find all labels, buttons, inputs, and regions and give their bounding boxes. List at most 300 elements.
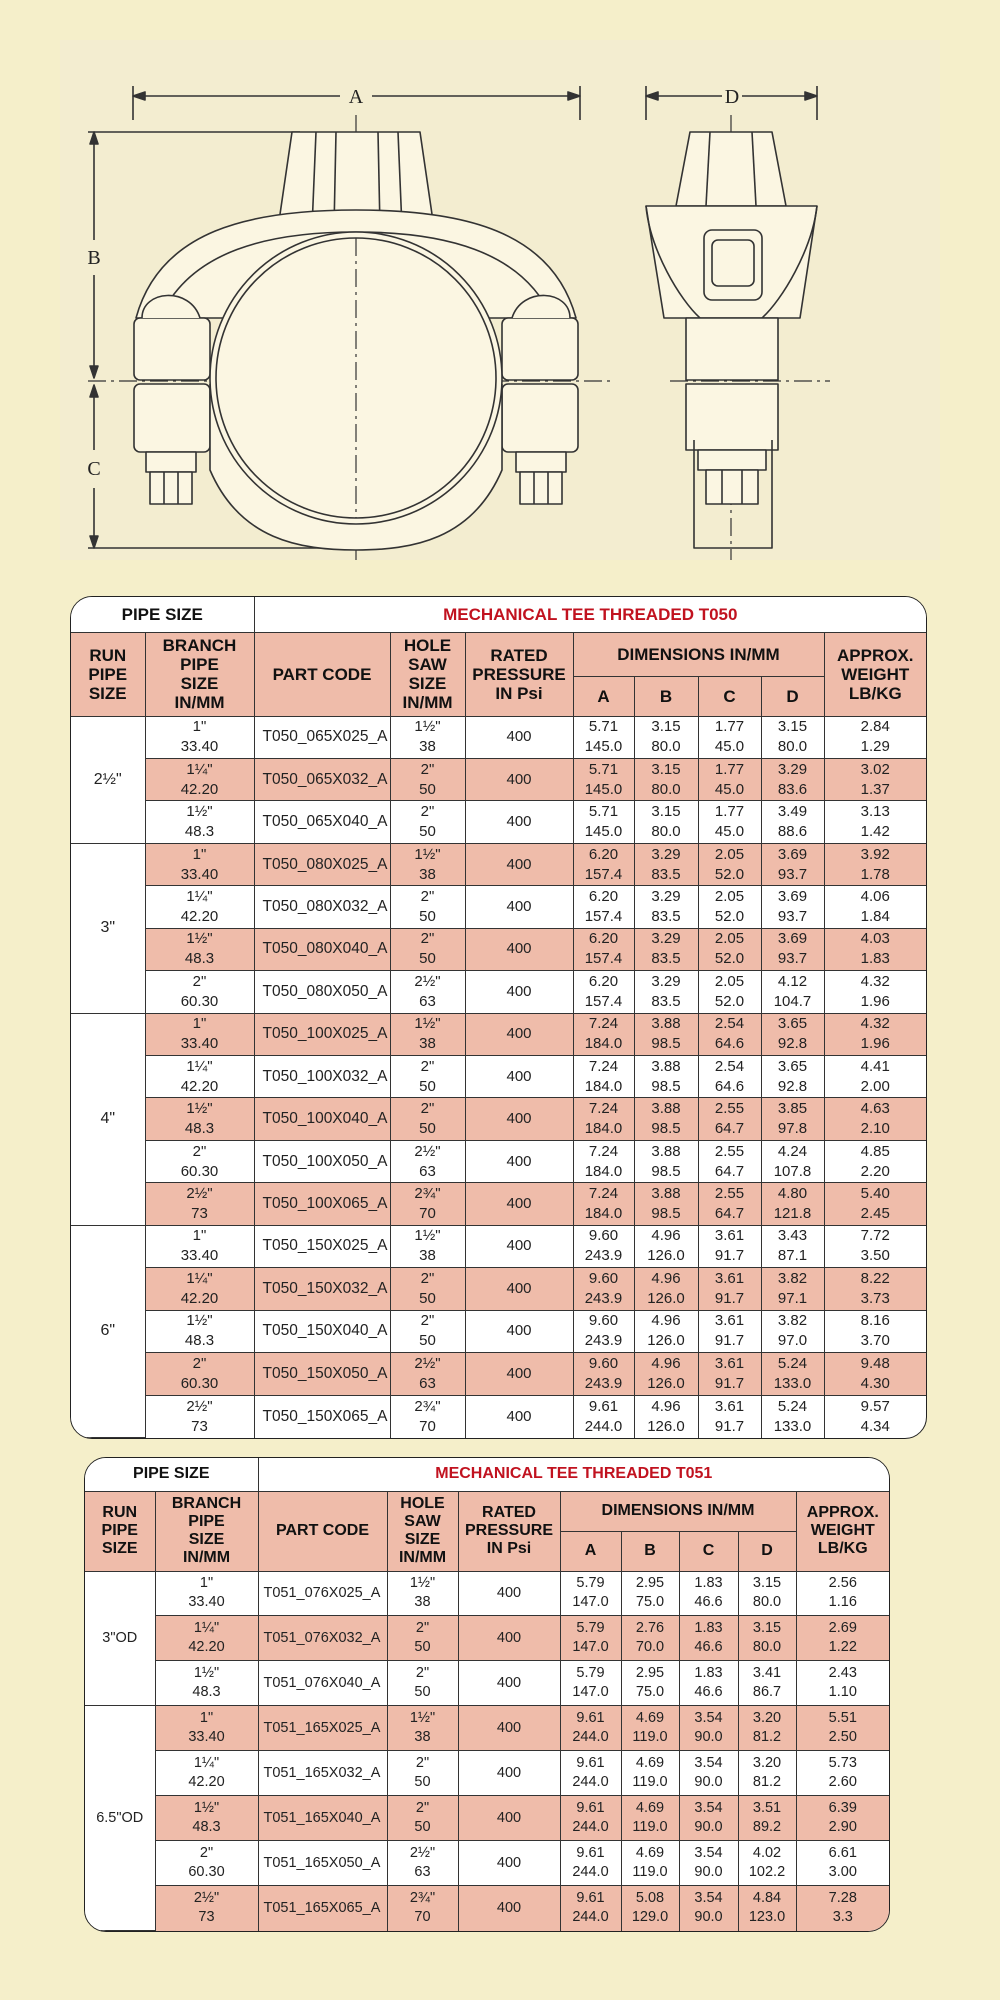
value-mm: 97.8	[777, 1120, 808, 1138]
value-mm: 1.78	[860, 865, 890, 883]
value-mm: 64.7	[714, 1205, 745, 1223]
value-inch: 2"	[420, 1312, 435, 1330]
table	[71, 597, 926, 1438]
value-mm: 92.8	[777, 1077, 808, 1095]
dim-b-cell	[634, 1056, 698, 1098]
value-inch: 4.32	[860, 1015, 890, 1033]
run-pipe-size-header: RUN PIPE SIZE	[85, 1491, 155, 1571]
part-code-header: PART CODE	[254, 632, 390, 716]
dim-a-cell	[573, 1098, 634, 1140]
spec-table-t050	[70, 596, 927, 1439]
value-inch: 1.77	[714, 760, 745, 778]
branch-size-cell	[145, 716, 254, 758]
branch-size-cell	[155, 1886, 258, 1931]
dim-c-cell	[679, 1661, 738, 1706]
dim-b-cell	[634, 1183, 698, 1225]
rated-pressure-cell: 400	[465, 1098, 573, 1140]
value-inch: 2.05	[714, 930, 745, 948]
value-inch: 1½"	[193, 1800, 220, 1817]
value-mm: 91.7	[714, 1247, 745, 1265]
rated-pressure-cell: 400	[458, 1841, 560, 1886]
branch-size-cell	[145, 843, 254, 885]
dim-d-cell	[761, 1310, 824, 1352]
table-row	[85, 1706, 889, 1751]
dim-a-cell	[573, 801, 634, 843]
value-mm: 119.0	[632, 1819, 668, 1836]
hole-saw-cell	[387, 1616, 458, 1661]
value-inch: 1"	[192, 1015, 207, 1033]
dim-a-cell	[573, 716, 634, 758]
dim-d-header: D	[738, 1531, 796, 1571]
value-mm: 244.0	[572, 1774, 609, 1791]
branch-size-cell	[155, 1571, 258, 1616]
value-inch: 4.02	[752, 1845, 782, 1862]
part-code-header: PART CODE	[258, 1491, 387, 1571]
dim-a-cell	[573, 1056, 634, 1098]
dim-b-cell	[634, 1268, 698, 1310]
table-row	[71, 1056, 926, 1098]
technical-drawing	[0, 0, 1000, 580]
hole-saw-cell	[390, 1056, 465, 1098]
value-mm: 126.0	[647, 1332, 685, 1350]
part-code-cell: T050_150X032_A	[254, 1268, 390, 1310]
dim-c-cell	[679, 1616, 738, 1661]
dim-c-cell	[679, 1841, 738, 1886]
value-inch: 3.82	[777, 1269, 808, 1287]
part-code-cell: T051_076X040_A	[258, 1661, 387, 1706]
dim-a-cell	[573, 928, 634, 970]
value-mm: 157.4	[584, 865, 623, 883]
rated-pressure-cell: 400	[465, 1056, 573, 1098]
value-inch: 3.29	[651, 845, 681, 863]
value-inch: 4.69	[635, 1800, 665, 1817]
part-code-cell: T050_100X032_A	[254, 1056, 390, 1098]
rated-pressure-cell: 400	[458, 1571, 560, 1616]
dim-d-cell	[738, 1706, 796, 1751]
value-inch: 9.61	[576, 1800, 605, 1817]
value-mm: 80.0	[651, 823, 681, 841]
rated-pressure-cell: 400	[465, 1225, 573, 1267]
value-mm: 93.7	[777, 950, 808, 968]
value-inch: 3.20	[752, 1755, 782, 1772]
hole-saw-cell	[390, 886, 465, 928]
value-mm: 3.3	[832, 1909, 853, 1926]
dim-c-cell	[698, 971, 761, 1013]
dim-c-cell	[679, 1886, 738, 1931]
dim-b-cell	[634, 1013, 698, 1055]
table-row	[71, 1013, 926, 1055]
value-mm: 81.2	[752, 1729, 782, 1746]
value-inch: 3.02	[860, 760, 890, 778]
table-row	[85, 1886, 889, 1931]
part-code-cell: T050_080X025_A	[254, 843, 390, 885]
hole-saw-cell	[390, 1013, 465, 1055]
rated-pressure-cell: 400	[465, 1353, 573, 1395]
value-inch: 3.92	[860, 845, 890, 863]
value-inch: 5.73	[828, 1755, 857, 1772]
dim-d-cell	[761, 1056, 824, 1098]
hole-saw-cell	[390, 758, 465, 800]
branch-size-cell	[145, 1225, 254, 1267]
weight-cell	[824, 1140, 926, 1182]
rated-pressure-cell: 400	[465, 971, 573, 1013]
value-mm: 81.2	[752, 1774, 782, 1791]
value-inch: 4.96	[651, 1397, 681, 1415]
value-mm: 1.42	[860, 823, 890, 841]
value-mm: 1.96	[860, 1035, 890, 1053]
table-row	[71, 801, 926, 843]
value-inch: 1½"	[193, 1665, 220, 1682]
dim-a-cell	[573, 1183, 634, 1225]
value-inch: 2"	[420, 1100, 435, 1118]
weight-cell	[796, 1571, 889, 1616]
branch-size-cell	[145, 1268, 254, 1310]
rated-pressure-cell: 400	[465, 1310, 573, 1352]
value-inch: 1¼"	[186, 760, 213, 778]
value-inch: 2.95	[635, 1575, 665, 1592]
dim-label-c: C	[87, 458, 101, 480]
value-inch: 9.60	[588, 1269, 619, 1287]
value-inch: 1½"	[414, 718, 441, 736]
value-mm: 3.00	[828, 1864, 857, 1881]
hole-saw-cell	[390, 801, 465, 843]
rated-pressure-cell: 400	[465, 843, 573, 885]
dim-b-cell	[634, 928, 698, 970]
dim-a-cell	[573, 1225, 634, 1267]
value-inch: 4.12	[777, 972, 808, 990]
value-inch: 4.69	[635, 1710, 665, 1727]
value-inch: 3.61	[714, 1227, 745, 1245]
value-mm: 52.0	[714, 950, 745, 968]
value-inch: 4.85	[860, 1142, 890, 1160]
value-inch: 3.61	[714, 1312, 745, 1330]
value-mm: 126.0	[647, 1374, 685, 1392]
value-mm: 50	[419, 1332, 436, 1350]
dim-c-cell	[698, 801, 761, 843]
value-mm: 90.0	[694, 1819, 723, 1836]
value-mm: 243.9	[584, 1374, 623, 1392]
dim-d-cell	[761, 971, 824, 1013]
part-code-cell: T051_165X040_A	[258, 1796, 387, 1841]
dim-c-cell	[679, 1751, 738, 1796]
value-mm: 73	[198, 1909, 215, 1926]
value-inch: 3.29	[651, 887, 681, 905]
table-row	[71, 886, 926, 928]
table-row	[71, 1098, 926, 1140]
dim-a-cell	[573, 971, 634, 1013]
dim-b-cell	[634, 1140, 698, 1182]
part-code-cell: T050_065X040_A	[254, 801, 390, 843]
value-mm: 42.20	[180, 1289, 219, 1307]
value-mm: 121.8	[773, 1205, 812, 1223]
value-mm: 46.6	[694, 1594, 723, 1611]
dim-d-cell	[738, 1751, 796, 1796]
value-inch: 3.51	[752, 1800, 782, 1817]
branch-size-cell	[145, 1013, 254, 1055]
dim-a-cell	[573, 1353, 634, 1395]
part-code-cell: T051_165X025_A	[258, 1706, 387, 1751]
part-code-cell: T050_100X065_A	[254, 1183, 390, 1225]
value-mm: 70	[414, 1909, 431, 1926]
branch-size-cell	[145, 758, 254, 800]
value-mm: 48.3	[184, 1332, 215, 1350]
branch-size-cell	[145, 971, 254, 1013]
value-inch: 2.54	[714, 1015, 745, 1033]
value-inch: 1¼"	[186, 1269, 213, 1287]
branch-size-cell	[155, 1616, 258, 1661]
dim-label-b: B	[87, 247, 101, 269]
hole-saw-cell	[387, 1796, 458, 1841]
value-inch: 5.40	[860, 1185, 890, 1203]
weight-cell	[824, 843, 926, 885]
weight-cell	[824, 1056, 926, 1098]
value-inch: 1½"	[186, 930, 213, 948]
weight-cell	[796, 1886, 889, 1931]
value-mm: 98.5	[651, 1205, 681, 1223]
value-inch: 3.49	[777, 803, 808, 821]
rated-pressure-header: RATED PRESSURE IN Psi	[465, 632, 573, 716]
value-inch: 9.61	[576, 1755, 605, 1772]
value-mm: 48.3	[184, 950, 215, 968]
value-mm: 48.3	[184, 1120, 215, 1138]
dim-c-cell	[698, 1140, 761, 1182]
dim-c-cell	[698, 928, 761, 970]
value-mm: 184.0	[584, 1205, 623, 1223]
value-mm: 80.0	[651, 780, 681, 798]
value-inch: 2½"	[414, 1142, 441, 1160]
value-inch: 4.32	[860, 972, 890, 990]
value-inch: 5.79	[576, 1665, 605, 1682]
dim-b-cell	[634, 843, 698, 885]
dim-c-cell	[698, 716, 761, 758]
hole-saw-cell	[387, 1751, 458, 1796]
value-mm: 147.0	[572, 1684, 609, 1701]
value-mm: 98.5	[651, 1120, 681, 1138]
value-mm: 63	[419, 1162, 436, 1180]
value-mm: 38	[419, 738, 436, 756]
value-inch: 3.15	[777, 718, 808, 736]
run-pipe-size-cell: 3"OD	[85, 1571, 155, 1706]
dim-d-cell	[761, 801, 824, 843]
dim-b-cell	[634, 801, 698, 843]
weight-cell	[796, 1841, 889, 1886]
value-mm: 75.0	[635, 1594, 665, 1611]
value-inch: 9.61	[588, 1397, 619, 1415]
value-inch: 3.69	[777, 930, 808, 948]
value-inch: 3.69	[777, 845, 808, 863]
dim-b-cell	[634, 716, 698, 758]
run-pipe-size-cell: 4"	[71, 1013, 145, 1225]
value-inch: 3.88	[651, 1100, 681, 1118]
value-inch: 5.79	[576, 1620, 605, 1637]
value-mm: 60.30	[180, 1162, 219, 1180]
value-mm: 91.7	[714, 1374, 745, 1392]
value-mm: 83.5	[651, 950, 681, 968]
value-mm: 157.4	[584, 950, 623, 968]
value-inch: 3.15	[651, 718, 681, 736]
value-mm: 1.16	[828, 1594, 857, 1611]
table-row	[85, 1571, 889, 1616]
hole-saw-cell	[390, 716, 465, 758]
part-code-cell: T051_076X025_A	[258, 1571, 387, 1616]
dim-a-header: A	[560, 1531, 621, 1571]
value-inch: 3.85	[777, 1100, 808, 1118]
weight-cell	[824, 1268, 926, 1310]
weight-cell	[824, 928, 926, 970]
rated-pressure-cell: 400	[458, 1751, 560, 1796]
value-mm: 90.0	[694, 1864, 723, 1881]
hole-saw-size-header: HOLE SAW SIZE IN/MM	[390, 632, 465, 716]
value-mm: 50	[419, 907, 436, 925]
value-inch: 3.15	[651, 803, 681, 821]
dim-a-cell	[573, 758, 634, 800]
dim-c-cell	[698, 1225, 761, 1267]
weight-cell	[824, 1353, 926, 1395]
pipe-size-header: PIPE SIZE	[71, 597, 254, 632]
dim-b-header: B	[634, 676, 698, 716]
value-inch: 2.05	[714, 887, 745, 905]
branch-size-cell	[155, 1796, 258, 1841]
value-inch: 3.54	[694, 1755, 723, 1772]
value-mm: 42.20	[180, 1077, 219, 1095]
value-mm: 3.70	[860, 1332, 890, 1350]
dim-a-cell	[573, 1268, 634, 1310]
value-inch: 2.95	[635, 1665, 665, 1682]
dim-c-cell	[698, 1013, 761, 1055]
table-row	[85, 1661, 889, 1706]
value-inch: 2¾"	[409, 1890, 436, 1907]
table-row	[71, 843, 926, 885]
run-pipe-size-header: RUN PIPE SIZE	[71, 632, 145, 716]
value-mm: 157.4	[584, 907, 623, 925]
value-inch: 7.72	[860, 1227, 890, 1245]
dim-a-cell	[573, 886, 634, 928]
rated-pressure-cell: 400	[458, 1616, 560, 1661]
dim-b-cell	[634, 886, 698, 928]
value-inch: 1½"	[186, 1100, 213, 1118]
dim-d-cell	[738, 1886, 796, 1931]
value-mm: 157.4	[584, 992, 623, 1010]
value-mm: 50	[414, 1684, 431, 1701]
value-mm: 50	[414, 1819, 431, 1836]
value-mm: 80.0	[777, 738, 808, 756]
hole-saw-cell	[390, 1310, 465, 1352]
value-mm: 73	[191, 1417, 208, 1435]
value-inch: 2½"	[414, 972, 441, 990]
value-mm: 107.8	[773, 1162, 812, 1180]
table-row	[71, 1183, 926, 1225]
value-inch: 3.61	[714, 1269, 745, 1287]
dim-a-cell	[560, 1796, 621, 1841]
value-inch: 1.83	[694, 1665, 723, 1682]
branch-size-cell	[145, 928, 254, 970]
value-mm: 1.84	[860, 907, 890, 925]
dimensions-header: DIMENSIONS IN/MM	[573, 632, 824, 676]
value-mm: 33.40	[180, 738, 219, 756]
value-mm: 90.0	[694, 1909, 723, 1926]
pipe-size-header: PIPE SIZE	[85, 1458, 258, 1491]
value-inch: 2½"	[186, 1185, 213, 1203]
value-inch: 3.20	[752, 1710, 782, 1727]
value-inch: 3.54	[694, 1800, 723, 1817]
value-mm: 3.50	[860, 1247, 890, 1265]
table-row	[71, 1395, 926, 1438]
table-title: MECHANICAL TEE THREADED T051	[258, 1458, 889, 1491]
value-mm: 119.0	[632, 1864, 668, 1881]
dim-d-cell	[738, 1571, 796, 1616]
value-inch: 9.60	[588, 1227, 619, 1245]
weight-cell	[824, 1013, 926, 1055]
value-inch: 2½"	[186, 1397, 213, 1415]
value-mm: 42.20	[188, 1774, 225, 1791]
hole-saw-cell	[390, 1353, 465, 1395]
rated-pressure-header: RATED PRESSURE IN Psi	[458, 1491, 560, 1571]
value-inch: 8.22	[860, 1269, 890, 1287]
rated-pressure-cell: 400	[458, 1706, 560, 1751]
value-mm: 98.5	[651, 1077, 681, 1095]
value-inch: 4.06	[860, 887, 890, 905]
value-inch: 1½"	[409, 1575, 436, 1592]
value-inch: 2"	[415, 1800, 430, 1817]
branch-size-cell	[145, 1098, 254, 1140]
hole-saw-cell	[387, 1841, 458, 1886]
value-mm: 1.96	[860, 992, 890, 1010]
value-mm: 60.30	[188, 1864, 225, 1881]
value-inch: 4.63	[860, 1100, 890, 1118]
value-mm: 1.37	[860, 780, 890, 798]
hole-saw-size-header: HOLE SAW SIZE IN/MM	[387, 1491, 458, 1571]
dim-c-header: C	[679, 1531, 738, 1571]
value-mm: 60.30	[180, 992, 219, 1010]
part-code-cell: T050_065X025_A	[254, 716, 390, 758]
branch-pipe-size-header: BRANCH PIPE SIZE IN/MM	[145, 632, 254, 716]
value-mm: 145.0	[584, 738, 623, 756]
dim-c-cell	[698, 1268, 761, 1310]
value-mm: 98.5	[651, 1035, 681, 1053]
value-mm: 86.7	[752, 1684, 782, 1701]
value-inch: 1¼"	[193, 1620, 220, 1637]
hole-saw-cell	[390, 1140, 465, 1182]
value-inch: 5.71	[588, 803, 619, 821]
value-mm: 2.50	[828, 1729, 857, 1746]
value-mm: 50	[419, 1077, 436, 1095]
value-inch: 6.20	[588, 845, 619, 863]
value-inch: 7.28	[828, 1890, 857, 1907]
value-mm: 244.0	[572, 1864, 609, 1881]
rated-pressure-cell: 400	[458, 1886, 560, 1931]
hole-saw-cell	[390, 843, 465, 885]
value-mm: 64.6	[714, 1035, 745, 1053]
value-mm: 52.0	[714, 992, 745, 1010]
table-row	[85, 1796, 889, 1841]
value-inch: 2.05	[714, 845, 745, 863]
value-inch: 2½"	[409, 1845, 436, 1862]
weight-cell	[824, 1183, 926, 1225]
branch-pipe-size-header: BRANCH PIPE SIZE IN/MM	[155, 1491, 258, 1571]
part-code-cell: T050_150X025_A	[254, 1225, 390, 1267]
rated-pressure-cell: 400	[458, 1796, 560, 1841]
hole-saw-cell	[387, 1886, 458, 1931]
table-title: MECHANICAL TEE THREADED T050	[254, 597, 926, 632]
table-row	[85, 1616, 889, 1661]
value-inch: 2½"	[193, 1890, 220, 1907]
value-inch: 5.08	[635, 1890, 665, 1907]
value-inch: 9.61	[576, 1890, 605, 1907]
dim-label-a: A	[348, 86, 364, 108]
value-mm: 89.2	[752, 1819, 782, 1836]
value-inch: 3.54	[694, 1890, 723, 1907]
value-mm: 50	[419, 780, 436, 798]
